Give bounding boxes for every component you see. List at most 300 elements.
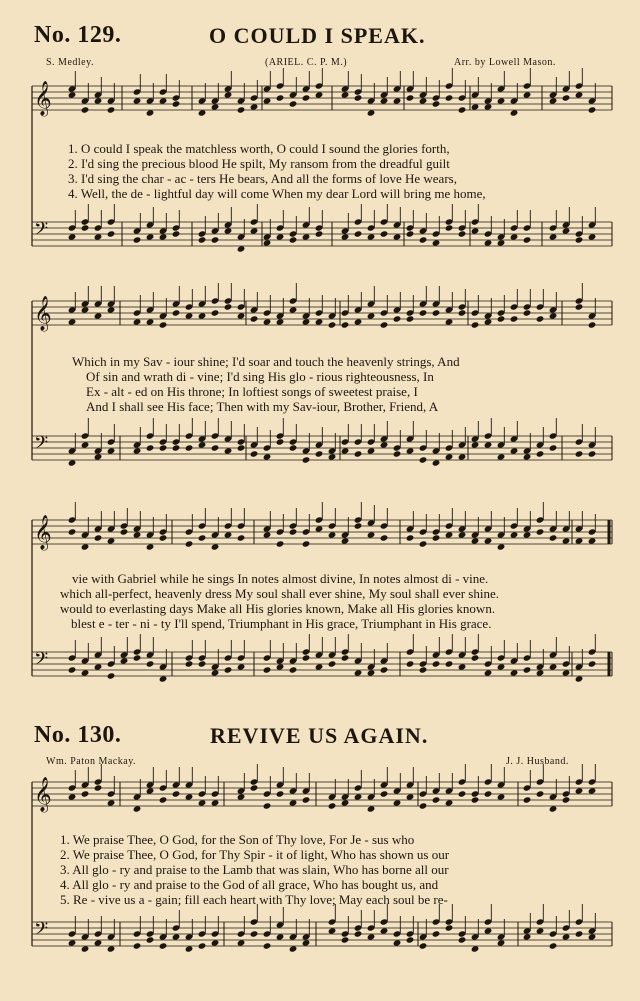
note-head <box>510 315 519 322</box>
note-head <box>315 230 324 237</box>
note-head <box>341 321 350 328</box>
note-head <box>432 239 441 246</box>
note-head <box>185 444 194 451</box>
note-head <box>237 534 246 541</box>
note-head <box>146 660 155 667</box>
note-head <box>302 94 311 101</box>
note-head <box>484 790 493 797</box>
note-head <box>237 939 246 946</box>
note-head <box>562 94 571 101</box>
author-credit: Wm. Paton Mackay. <box>46 756 137 767</box>
lyric-line: Of sin and wrath di - vine; I'd sing His glo - rious righteousness, In <box>86 369 434 384</box>
note-head <box>107 447 116 454</box>
note-head <box>172 444 181 451</box>
note-head <box>380 927 389 934</box>
note-head <box>81 106 90 113</box>
note-head <box>588 106 597 113</box>
lyric-line: Ex - alt - ed on His throne; In loftiest songs of sweetest praise, I <box>86 384 418 399</box>
note-head <box>380 441 389 448</box>
note-head <box>354 450 363 457</box>
note-head <box>458 936 467 943</box>
note-head <box>146 318 155 325</box>
note-head <box>484 239 493 246</box>
note-head <box>198 534 207 541</box>
note-head <box>471 227 480 234</box>
note-head <box>159 796 168 803</box>
note-head <box>536 528 545 535</box>
note-head <box>549 233 558 240</box>
note-head <box>367 109 376 116</box>
note-head <box>198 236 207 243</box>
hymn-number: No. 130. <box>34 722 122 748</box>
note-head <box>302 456 311 463</box>
note-head <box>341 799 350 806</box>
note-head <box>510 447 519 454</box>
note-head <box>380 97 389 104</box>
note-head <box>367 531 376 538</box>
note-head <box>484 441 493 448</box>
note-head <box>367 312 376 319</box>
note-head <box>68 318 77 325</box>
note-head <box>237 444 246 451</box>
note-head <box>185 312 194 319</box>
note-head <box>536 450 545 457</box>
tune-name: (ARIEL. C. P. M.) <box>265 57 348 68</box>
note-head <box>328 802 337 809</box>
note-head <box>224 227 233 234</box>
note-head <box>575 930 584 937</box>
note-head <box>250 930 259 937</box>
note-head <box>302 233 311 240</box>
note-head <box>224 447 233 454</box>
note-head <box>198 660 207 667</box>
note-head <box>328 321 337 328</box>
note-head <box>276 94 285 101</box>
note-head <box>549 942 558 949</box>
note-head <box>224 531 233 538</box>
note-head <box>588 933 597 940</box>
lyric-line: 4. Well, the de - lightful day will come When my dear Lord will bring me home, <box>68 186 486 201</box>
note-head <box>315 91 324 98</box>
note-head <box>549 312 558 319</box>
note-head <box>380 534 389 541</box>
note-head <box>497 239 506 246</box>
note-head <box>458 790 467 797</box>
lyric-line: 3. I'd sing the char - ac - ters He bears, And all the forms of love He wears, <box>68 171 457 186</box>
note-head <box>471 321 480 328</box>
note-head <box>263 239 272 246</box>
bass-clef: 𝄢 <box>34 432 49 457</box>
note-head <box>185 540 194 547</box>
note-head <box>588 321 597 328</box>
note-head <box>432 100 441 107</box>
note-head <box>107 799 116 806</box>
note-head <box>146 787 155 794</box>
note-head <box>133 942 142 949</box>
note-head <box>133 97 142 104</box>
note-head <box>432 534 441 541</box>
note-head <box>250 315 259 322</box>
note-head <box>393 939 402 946</box>
note-head <box>419 942 428 949</box>
note-head <box>107 945 116 952</box>
note-head <box>159 675 168 682</box>
lyric-line: which all-perfect, heavenly dress My soul shall ever shine, My soul shall ever shine. <box>60 586 499 601</box>
note-head <box>536 669 545 676</box>
note-head <box>198 441 207 448</box>
note-head <box>94 784 103 791</box>
note-head <box>315 663 324 670</box>
note-head <box>406 94 415 101</box>
note-head <box>458 230 467 237</box>
lyric-line: Which in my Sav - iour shine; I'd soar and touch the heavenly strings, And <box>72 354 460 369</box>
note-head <box>172 790 181 797</box>
note-head <box>198 942 207 949</box>
note-head <box>484 927 493 934</box>
note-head <box>445 224 454 231</box>
note-head <box>94 534 103 541</box>
note-head <box>107 672 116 679</box>
note-head <box>211 103 220 110</box>
note-head <box>471 796 480 803</box>
note-head <box>68 233 77 240</box>
note-head <box>224 91 233 98</box>
note-head <box>94 453 103 460</box>
note-head <box>315 525 324 532</box>
note-head <box>549 97 558 104</box>
note-head <box>315 450 324 457</box>
note-head <box>575 91 584 98</box>
note-head <box>536 927 545 934</box>
note-head <box>211 543 220 550</box>
arranger-credit: J. J. Husband. <box>506 756 569 767</box>
note-head <box>185 945 194 952</box>
note-head <box>458 309 467 316</box>
note-head <box>159 942 168 949</box>
note-head <box>549 534 558 541</box>
note-head <box>458 106 467 113</box>
note-head <box>471 103 480 110</box>
note-head <box>250 103 259 110</box>
note-head <box>146 444 155 451</box>
note-head <box>341 91 350 98</box>
note-head <box>237 663 246 670</box>
note-head <box>68 91 77 98</box>
note-head <box>302 654 311 661</box>
note-head <box>419 309 428 316</box>
note-head <box>146 543 155 550</box>
note-head <box>406 936 415 943</box>
note-head <box>198 109 207 116</box>
note-head <box>185 793 194 800</box>
note-head <box>276 540 285 547</box>
lyric-line: 5. Re - vive us a - gain; fill each heart with Thy love; May each soul be re- <box>60 892 448 907</box>
note-head <box>263 453 272 460</box>
note-head <box>159 534 168 541</box>
note-head <box>237 793 246 800</box>
note-head <box>81 669 90 676</box>
note-head <box>107 106 116 113</box>
lyric-line: 2. We praise Thee, O God, for Thy Spir - it of light, Who has shown us our <box>60 847 450 862</box>
bass-clef: 𝄢 <box>34 648 49 673</box>
note-head <box>588 450 597 457</box>
note-head <box>367 447 376 454</box>
note-head <box>510 109 519 116</box>
note-head <box>445 453 454 460</box>
note-head <box>198 312 207 319</box>
note-head <box>419 236 428 243</box>
treble-clef: 𝄞 <box>34 82 52 115</box>
note-head <box>276 933 285 940</box>
note-head <box>263 942 272 949</box>
note-head <box>497 543 506 550</box>
note-head <box>432 660 441 667</box>
note-head <box>211 669 220 676</box>
note-head <box>263 97 272 104</box>
note-head <box>328 531 337 538</box>
note-head <box>432 309 441 316</box>
hymn-title: O COULD I SPEAK. <box>209 23 426 48</box>
note-head <box>510 669 519 676</box>
note-head <box>458 531 467 538</box>
note-head <box>354 94 363 101</box>
note-head <box>289 945 298 952</box>
note-head <box>588 537 597 544</box>
note-head <box>263 531 272 538</box>
note-head <box>380 230 389 237</box>
note-head <box>523 453 532 460</box>
note-head <box>471 537 480 544</box>
note-head <box>471 441 480 448</box>
note-head <box>432 930 441 937</box>
note-head <box>94 97 103 104</box>
note-head <box>107 306 116 313</box>
note-head <box>393 450 402 457</box>
note-head <box>354 930 363 937</box>
note-head <box>198 799 207 806</box>
lyric-line: 1. O could I speak the matchless worth, O could I sound the glories forth, <box>68 141 450 156</box>
note-head <box>276 663 285 670</box>
note-head <box>497 939 506 946</box>
note-head <box>81 543 90 550</box>
note-head <box>289 799 298 806</box>
note-head <box>445 531 454 538</box>
note-head <box>172 230 181 237</box>
note-head <box>328 660 337 667</box>
note-head <box>484 103 493 110</box>
note-head <box>263 318 272 325</box>
note-head <box>341 936 350 943</box>
note-head <box>133 236 142 243</box>
note-head <box>328 453 337 460</box>
note-head <box>393 799 402 806</box>
note-head <box>549 805 558 812</box>
note-head <box>367 669 376 676</box>
hymn-number: No. 129. <box>34 22 122 48</box>
note-head <box>263 666 272 673</box>
note-head <box>159 97 168 104</box>
note-head <box>393 315 402 322</box>
note-head <box>328 927 337 934</box>
note-head <box>497 663 506 670</box>
note-head <box>562 669 571 676</box>
note-head <box>406 447 415 454</box>
note-head <box>94 663 103 670</box>
note-head <box>94 939 103 946</box>
note-head <box>302 318 311 325</box>
note-head <box>341 537 350 544</box>
arranger-credit: Arr. by Lowell Mason. <box>454 57 556 68</box>
note-head <box>172 933 181 940</box>
note-head <box>159 321 168 328</box>
note-head <box>406 315 415 322</box>
note-head <box>341 447 350 454</box>
note-head <box>484 537 493 544</box>
note-head <box>588 787 597 794</box>
note-head <box>575 675 584 682</box>
note-head <box>419 97 428 104</box>
note-head <box>471 945 480 952</box>
note-head <box>250 227 259 234</box>
note-head <box>523 531 532 538</box>
note-head <box>380 321 389 328</box>
note-head <box>237 312 246 319</box>
note-head <box>341 654 350 661</box>
note-head <box>549 663 558 670</box>
note-head <box>354 522 363 529</box>
note-head <box>68 666 77 673</box>
note-head <box>497 97 506 104</box>
lyric-line: 2. I'd sing the precious blood He spilt, My ransom from the dreadful guilt <box>68 156 450 171</box>
note-head <box>172 309 181 316</box>
author-credit: S. Medley. <box>46 57 94 68</box>
note-head <box>263 802 272 809</box>
note-head <box>276 233 285 240</box>
note-head <box>523 933 532 940</box>
note-head <box>341 233 350 240</box>
note-head <box>419 456 428 463</box>
note-head <box>81 945 90 952</box>
note-head <box>562 537 571 544</box>
note-head <box>107 537 116 544</box>
note-head <box>588 233 597 240</box>
note-head <box>419 666 428 673</box>
note-head <box>523 309 532 316</box>
treble-clef: 𝄞 <box>34 778 52 811</box>
note-head <box>159 233 168 240</box>
note-head <box>276 438 285 445</box>
note-head <box>68 528 77 535</box>
note-head <box>133 654 142 661</box>
note-head <box>497 453 506 460</box>
note-head <box>172 100 181 107</box>
hymn-title: REVIVE US AGAIN. <box>210 723 429 748</box>
note-head <box>380 790 389 797</box>
note-head <box>432 796 441 803</box>
note-head <box>354 230 363 237</box>
note-head <box>484 318 493 325</box>
note-head <box>471 654 480 661</box>
note-head <box>185 660 194 667</box>
note-head <box>81 790 90 797</box>
note-head <box>445 318 454 325</box>
note-head <box>406 230 415 237</box>
note-head <box>146 233 155 240</box>
note-head <box>81 306 90 313</box>
lyric-line: vie with Gabriel while he sings In notes almost divine, In notes almost di - vine. <box>72 571 489 586</box>
note-head <box>575 236 584 243</box>
note-head <box>159 444 168 451</box>
note-head <box>354 793 363 800</box>
note-head <box>575 787 584 794</box>
note-head <box>146 109 155 116</box>
note-head <box>68 793 77 800</box>
lyric-line: 4. All glo - ry and praise to the God of all grace, Who has bought us, and <box>60 877 439 892</box>
note-head <box>549 444 558 451</box>
note-head <box>211 939 220 946</box>
note-head <box>562 796 571 803</box>
note-head <box>367 933 376 940</box>
note-head <box>211 444 220 451</box>
note-head <box>575 450 584 457</box>
note-head <box>237 106 246 113</box>
note-head <box>315 318 324 325</box>
note-head <box>133 447 142 454</box>
note-head <box>133 318 142 325</box>
lyric-line: would to everlasting days Make all His glories known, Make all His glories known. <box>60 601 496 616</box>
note-head <box>484 669 493 676</box>
note-head <box>562 933 571 940</box>
note-head <box>393 233 402 240</box>
lyric-line: 3. All glo - ry and praise to the Lamb that was slain, Who has borne all our <box>60 862 449 877</box>
note-head <box>380 666 389 673</box>
note-head <box>419 802 428 809</box>
note-head <box>497 793 506 800</box>
note-head <box>276 790 285 797</box>
note-head <box>250 784 259 791</box>
note-head <box>120 528 129 535</box>
note-head <box>510 233 519 240</box>
note-head <box>523 796 532 803</box>
note-head <box>367 805 376 812</box>
note-head <box>445 924 454 931</box>
note-head <box>250 450 259 457</box>
note-head <box>289 306 298 313</box>
note-head <box>224 303 233 310</box>
note-head <box>146 936 155 943</box>
note-head <box>302 939 311 946</box>
treble-clef: 𝄞 <box>34 516 52 549</box>
note-head <box>536 790 545 797</box>
treble-clef: 𝄞 <box>34 297 52 330</box>
note-head <box>575 537 584 544</box>
note-head <box>224 666 233 673</box>
note-head <box>458 663 467 670</box>
lyric-line: blest e - ter - ni - ty I'll spend, Triumphant in His grace, Triumphant in His grace. <box>71 616 492 631</box>
lyric-line: 1. We praise Thee, O God, for the Son of Thy love, For Je - sus who <box>60 832 415 847</box>
note-head <box>211 799 220 806</box>
note-head <box>289 444 298 451</box>
note-head <box>68 939 77 946</box>
bass-clef: 𝄢 <box>34 218 49 243</box>
note-head <box>211 236 220 243</box>
note-head <box>276 318 285 325</box>
note-head <box>419 540 428 547</box>
note-head <box>523 236 532 243</box>
note-head <box>393 97 402 104</box>
note-head <box>523 91 532 98</box>
note-head <box>497 315 506 322</box>
